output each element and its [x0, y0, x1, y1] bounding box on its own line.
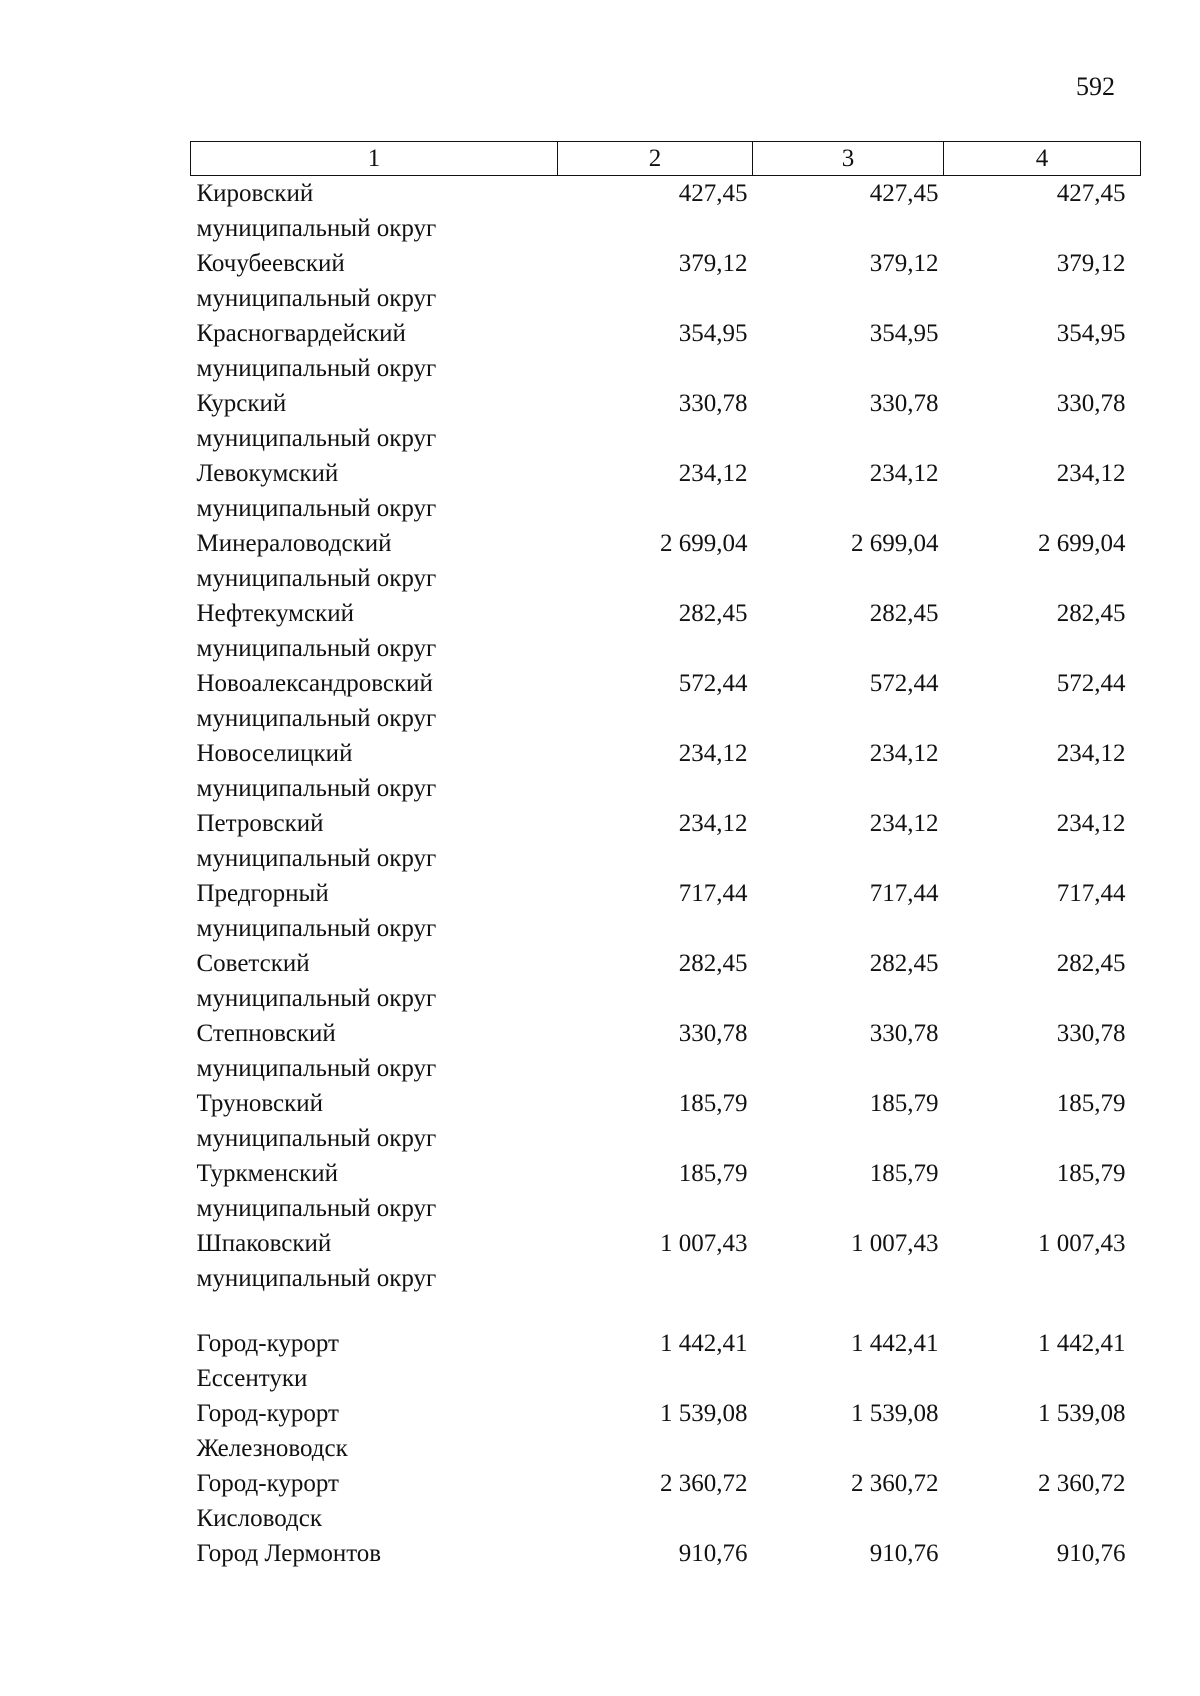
row-value-col-2: 427,45 — [678, 180, 748, 207]
row-value-col-3: 234,12 — [869, 810, 939, 837]
row-value-col-2: 234,12 — [678, 460, 748, 487]
row-name-line: Кисловодск — [196, 1505, 323, 1532]
row-name-line: Петровский — [196, 810, 324, 837]
row-name-line: Город-курорт — [196, 1400, 339, 1427]
table-row — [191, 596, 1141, 666]
row-value-col-2: 330,78 — [678, 390, 748, 417]
row-value-col-3: 330,78 — [869, 390, 939, 417]
row-name-line: муниципальный округ — [196, 915, 437, 942]
table-row — [191, 666, 1141, 736]
row-name-line: Кочубеевский — [196, 250, 345, 277]
row-name — [191, 1536, 558, 1571]
row-value-col-3: 572,44 — [869, 670, 939, 697]
row-value-col-3: 185,79 — [869, 1160, 939, 1187]
table-row — [191, 386, 1141, 456]
row-name-line: Железноводск — [196, 1435, 348, 1462]
row-value-col-4: 185,79 — [1056, 1090, 1126, 1117]
header-col-3: 3 — [753, 142, 944, 176]
row-name — [191, 316, 558, 386]
row-name — [191, 666, 558, 736]
row-name-line: Шпаковский — [196, 1230, 332, 1257]
row-name-line: муниципальный округ — [196, 495, 437, 522]
table-row — [191, 876, 1141, 946]
row-name-line: муниципальный округ — [196, 635, 437, 662]
row-value-col-4: 234,12 — [1056, 460, 1126, 487]
table-row — [191, 946, 1141, 1016]
row-name-line: Левокумский — [196, 460, 339, 487]
row-value-col-4: 282,45 — [1056, 950, 1126, 977]
row-name-line: Туркменский — [196, 1160, 338, 1187]
row-value-col-3: 1 007,43 — [851, 1230, 939, 1257]
row-value-col-4: 717,44 — [1056, 880, 1126, 907]
table-row — [191, 1296, 1141, 1396]
row-name-line: Город Лермонтов — [196, 1540, 382, 1567]
row-name-line: Красногвардейский — [196, 320, 406, 347]
table-row — [191, 1156, 1141, 1226]
header-row — [191, 142, 1141, 176]
row-value-col-2: 572,44 — [678, 670, 748, 697]
row-value-col-4: 2 699,04 — [1038, 530, 1126, 557]
table-row — [191, 456, 1141, 526]
row-name-line: Нефтекумский — [196, 600, 354, 627]
row-value-col-3: 354,95 — [869, 320, 939, 347]
row-name-line: Курский — [196, 390, 287, 417]
row-value-col-2: 1 539,08 — [660, 1400, 748, 1427]
row-value-col-4: 910,76 — [1056, 1540, 1126, 1567]
row-value-col-4: 572,44 — [1056, 670, 1126, 697]
row-value-col-3: 234,12 — [869, 740, 939, 767]
row-name — [191, 1466, 558, 1536]
row-value-col-4: 185,79 — [1056, 1160, 1126, 1187]
row-value-col-3: 282,45 — [869, 600, 939, 627]
row-value-col-2: 234,12 — [678, 810, 748, 837]
header-col-4: 4 — [944, 142, 1141, 176]
row-value-col-2: 330,78 — [678, 1020, 748, 1047]
table-header — [191, 142, 1141, 176]
row-name-line: Город-курорт — [196, 1470, 339, 1497]
row-value-col-2: 2 699,04 — [660, 530, 748, 557]
row-value-col-4: 330,78 — [1056, 1020, 1126, 1047]
row-name-line: Минераловодский — [196, 530, 392, 557]
row-name-line: муниципальный округ — [196, 1125, 437, 1152]
row-name — [191, 1226, 558, 1296]
table-row — [191, 1536, 1141, 1571]
table-row — [191, 526, 1141, 596]
row-value-col-3: 282,45 — [869, 950, 939, 977]
row-value-col-4: 1 007,43 — [1038, 1230, 1126, 1257]
header-col-1: 1 — [191, 142, 558, 176]
row-value-col-3: 234,12 — [869, 460, 939, 487]
row-value-col-3: 1 539,08 — [851, 1400, 939, 1427]
row-name — [191, 386, 558, 456]
row-value-col-3: 1 442,41 — [851, 1330, 939, 1357]
row-name — [191, 946, 558, 1016]
row-name-line: муниципальный округ — [196, 775, 437, 802]
row-name-line: муниципальный округ — [196, 285, 437, 312]
row-name — [191, 456, 558, 526]
row-name — [191, 526, 558, 596]
row-value-col-4: 1 539,08 — [1038, 1400, 1126, 1427]
row-value-col-4: 354,95 — [1056, 320, 1126, 347]
row-name — [191, 806, 558, 876]
row-name-line: муниципальный округ — [196, 1055, 437, 1082]
table-row — [191, 1016, 1141, 1086]
row-name-line: муниципальный округ — [196, 985, 437, 1012]
row-name-line: Новоалександровский — [196, 670, 433, 697]
row-name-line: муниципальный округ — [196, 425, 437, 452]
row-value-col-2: 282,45 — [678, 600, 748, 627]
row-value-col-4: 234,12 — [1056, 740, 1126, 767]
row-name — [191, 596, 558, 666]
row-name-line: Предгорный — [196, 880, 329, 907]
row-name — [191, 1396, 558, 1466]
row-value-col-2: 379,12 — [678, 250, 748, 277]
page-number: 592 — [1076, 72, 1115, 101]
row-value-col-3: 910,76 — [869, 1540, 939, 1567]
table-row — [191, 1086, 1141, 1156]
table-row — [191, 736, 1141, 806]
row-value-col-2: 1 442,41 — [660, 1330, 748, 1357]
row-name-line: муниципальный округ — [196, 705, 437, 732]
row-name-line: Кировский — [196, 180, 314, 207]
row-value-col-4: 234,12 — [1056, 810, 1126, 837]
row-name-line: Ессентуки — [196, 1365, 308, 1392]
table-row — [191, 1226, 1141, 1296]
row-value-col-3: 185,79 — [869, 1090, 939, 1117]
table-row — [191, 1466, 1141, 1536]
row-name-line: Степновский — [196, 1020, 336, 1047]
row-value-col-4: 379,12 — [1056, 250, 1126, 277]
row-name — [191, 1296, 558, 1396]
row-name — [191, 1156, 558, 1226]
row-name-line: Город-курорт — [196, 1330, 339, 1357]
row-name-line: муниципальный округ — [196, 355, 437, 382]
row-name — [191, 246, 558, 316]
table-row — [191, 176, 1141, 247]
row-value-col-3: 2 360,72 — [851, 1470, 939, 1497]
table-row — [191, 806, 1141, 876]
table-body — [191, 176, 1141, 1572]
row-name-line: Советский — [196, 950, 310, 977]
row-value-col-3: 379,12 — [869, 250, 939, 277]
row-value-col-2: 185,79 — [678, 1090, 748, 1117]
row-name-line: муниципальный округ — [196, 1195, 437, 1222]
header-col-2: 2 — [558, 142, 753, 176]
row-value-col-2: 2 360,72 — [660, 1470, 748, 1497]
row-name — [191, 1016, 558, 1086]
row-value-col-2: 185,79 — [678, 1160, 748, 1187]
row-name-line: муниципальный округ — [196, 845, 437, 872]
budget-table — [190, 141, 1141, 1571]
row-value-col-2: 910,76 — [678, 1540, 748, 1567]
row-value-col-2: 354,95 — [678, 320, 748, 347]
row-value-col-3: 427,45 — [869, 180, 939, 207]
table-row — [191, 1396, 1141, 1466]
row-value-col-4: 1 442,41 — [1038, 1330, 1126, 1357]
row-value-col-3: 330,78 — [869, 1020, 939, 1047]
row-value-col-4: 330,78 — [1056, 390, 1126, 417]
row-value-col-2: 282,45 — [678, 950, 748, 977]
table-row — [191, 316, 1141, 386]
row-value-col-2: 717,44 — [678, 880, 748, 907]
row-name-line: муниципальный округ — [196, 1265, 437, 1292]
row-name — [191, 1086, 558, 1156]
row-name-line: Труновский — [196, 1090, 324, 1117]
document-table — [190, 141, 1140, 1571]
row-value-col-4: 282,45 — [1056, 600, 1126, 627]
row-value-col-4: 427,45 — [1056, 180, 1126, 207]
row-name-line: муниципальный округ — [196, 565, 437, 592]
row-name-line: муниципальный округ — [196, 215, 437, 242]
row-name — [191, 736, 558, 806]
row-value-col-3: 2 699,04 — [851, 530, 939, 557]
row-name — [191, 876, 558, 946]
row-value-col-2: 234,12 — [678, 740, 748, 767]
row-name-line: Новоселицкий — [196, 740, 353, 767]
row-value-col-4: 2 360,72 — [1038, 1470, 1126, 1497]
row-name — [191, 176, 558, 247]
row-value-col-3: 717,44 — [869, 880, 939, 907]
table-row — [191, 246, 1141, 316]
row-value-col-2: 1 007,43 — [660, 1230, 748, 1257]
